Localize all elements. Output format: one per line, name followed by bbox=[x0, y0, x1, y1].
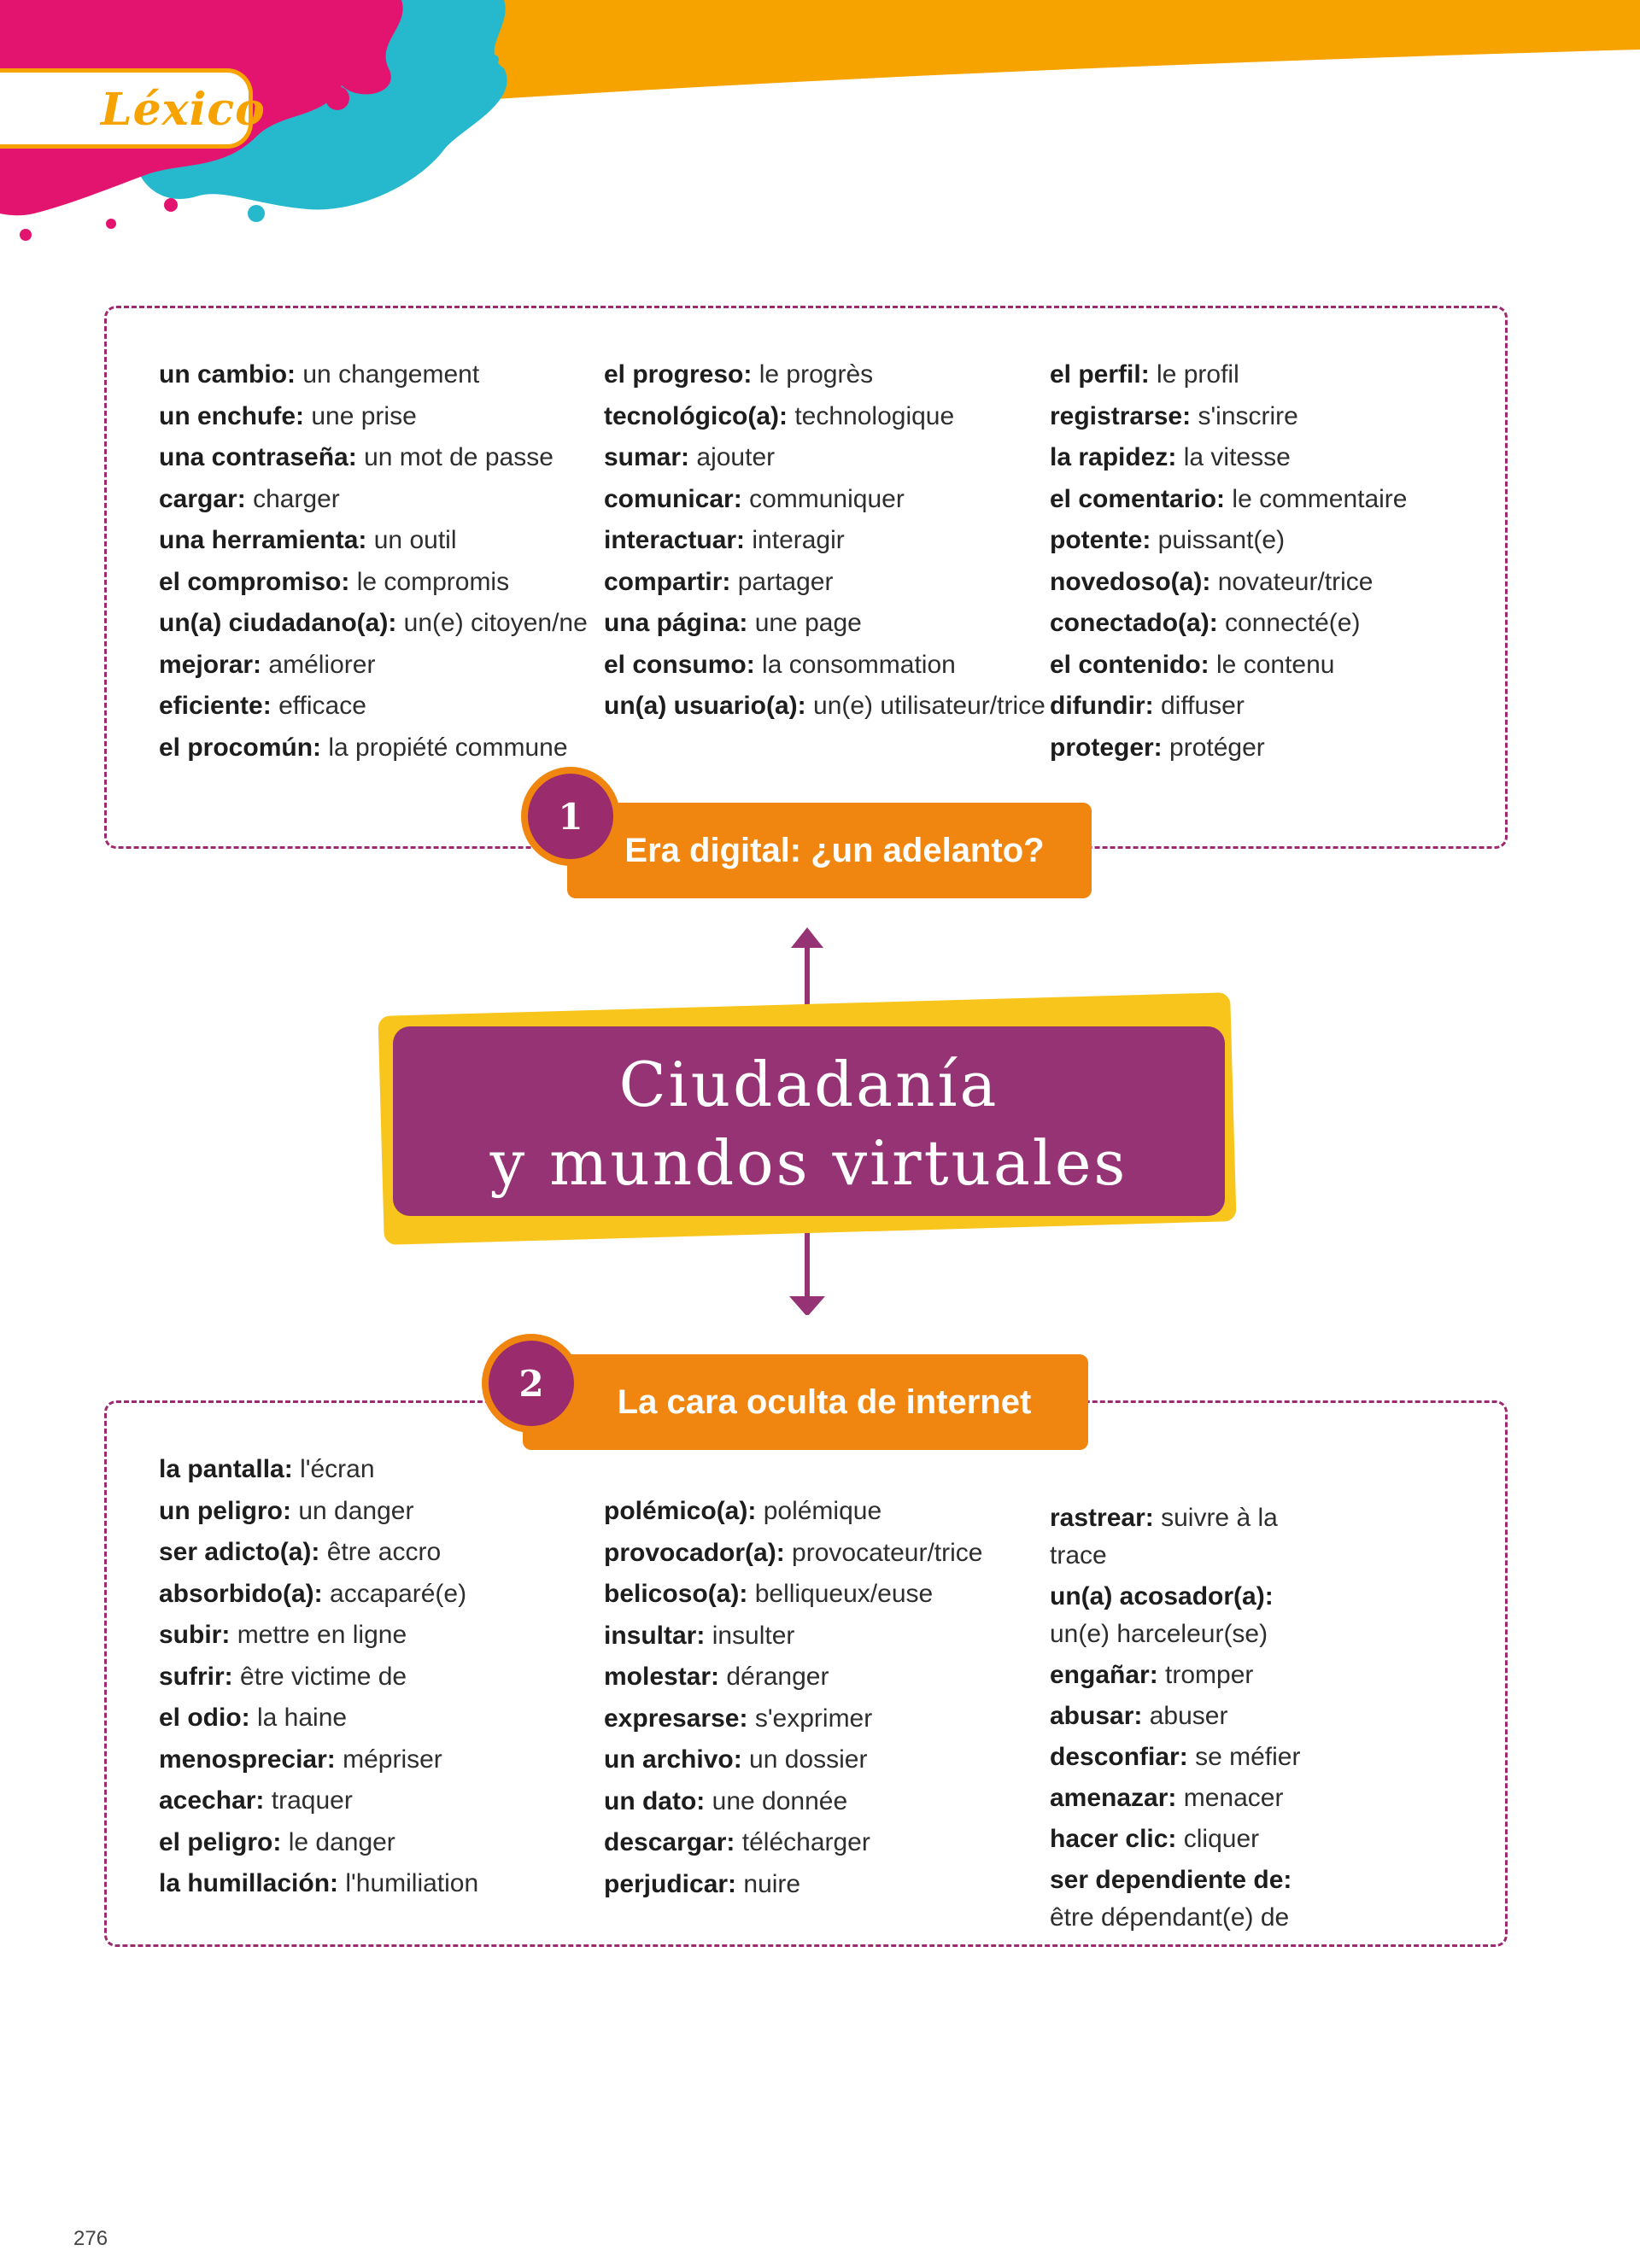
vocab-term: absorbido(a): bbox=[159, 1579, 323, 1608]
arrow-up-icon bbox=[791, 927, 823, 948]
vocab-translation: un dossier bbox=[749, 1745, 868, 1774]
vocab-entry bbox=[159, 520, 588, 562]
vocab-translation: la haine bbox=[257, 1704, 348, 1732]
vocab-entry bbox=[604, 354, 1046, 396]
vocab-translation: diffuser bbox=[1160, 692, 1245, 720]
vocab-translation: s'exprimer bbox=[754, 1704, 873, 1733]
vocab-entry bbox=[159, 645, 588, 687]
vocab-column bbox=[604, 354, 1046, 728]
vocab-translation: une donnée bbox=[712, 1786, 848, 1815]
vocab-translation: insulter bbox=[712, 1621, 795, 1650]
vocab-translation: interagir bbox=[752, 526, 845, 554]
vocab-term: el odio: bbox=[159, 1704, 250, 1732]
vocab-entry bbox=[604, 686, 1046, 728]
vocab-translation: se méfier bbox=[1195, 1743, 1301, 1771]
vocab-translation: abuser bbox=[1149, 1702, 1228, 1730]
vocab-term: provocador(a): bbox=[604, 1538, 785, 1567]
section-1-title-text: Era digital: ¿un adelanto? bbox=[624, 831, 1045, 869]
vocab-term: desconfiar: bbox=[1050, 1743, 1188, 1771]
vocab-translation: une prise bbox=[311, 401, 417, 430]
vocab-entry bbox=[1050, 603, 1407, 645]
vocab-translation: être victime de bbox=[240, 1662, 407, 1691]
vocab-term: el compromiso: bbox=[159, 567, 350, 596]
center-title bbox=[393, 1045, 1225, 1202]
vocab-term: menospreciar: bbox=[159, 1745, 336, 1774]
vocab-translation: accaparé(e) bbox=[330, 1579, 467, 1608]
vocab-entry bbox=[159, 1574, 478, 1616]
vocab-translation: être dépendant(e) de bbox=[1050, 1903, 1290, 1932]
vocab-entry bbox=[604, 1657, 982, 1698]
section-2-title-text: La cara oculta de internet bbox=[617, 1382, 1032, 1421]
vocab-term: el comentario: bbox=[1050, 484, 1226, 513]
vocab-entry bbox=[159, 479, 588, 521]
vocab-translation: mettre en ligne bbox=[237, 1621, 407, 1649]
vocab-translation: tromper bbox=[1165, 1661, 1254, 1689]
vocab-term: el perfil: bbox=[1050, 360, 1150, 389]
vocab-entry bbox=[604, 562, 1046, 604]
vocab-term: mejorar: bbox=[159, 650, 262, 679]
vocab-entry bbox=[159, 1532, 478, 1574]
vocab-term: belicoso(a): bbox=[604, 1580, 748, 1608]
vocab-translation: être accro bbox=[326, 1538, 442, 1566]
vocab-entry bbox=[604, 1822, 982, 1864]
vocab-term: el procomún: bbox=[159, 733, 322, 762]
vocab-entry bbox=[1050, 1698, 1340, 1735]
vocab-term: engañar: bbox=[1050, 1661, 1158, 1689]
vocab-translation: le contenu bbox=[1216, 650, 1335, 679]
vocab-term: descargar: bbox=[604, 1828, 735, 1856]
vocab-term: un enchufe: bbox=[159, 401, 304, 430]
vocab-translation: protéger bbox=[1169, 733, 1265, 762]
vocab-translation: traquer bbox=[271, 1786, 353, 1815]
vocab-translation: cliquer bbox=[1183, 1825, 1260, 1853]
vocab-entry bbox=[1050, 396, 1407, 438]
arrow-down-icon bbox=[789, 1296, 825, 1315]
vocab-term: abusar: bbox=[1050, 1702, 1143, 1730]
vocab-term: tecnológico(a): bbox=[604, 401, 788, 430]
vocab-translation: un outil bbox=[373, 526, 457, 554]
vocab-entry bbox=[159, 562, 588, 604]
vocab-term: un cambio: bbox=[159, 360, 296, 389]
vocab-entry bbox=[1050, 1499, 1340, 1575]
vocab-term: eficiente: bbox=[159, 692, 272, 720]
vocab-translation: s'inscrire bbox=[1198, 401, 1298, 430]
vocab-translation: efficace bbox=[278, 692, 366, 720]
page-number: 276 bbox=[73, 2227, 108, 2250]
vocab-entry bbox=[604, 1616, 982, 1657]
vocab-translation: l'humiliation bbox=[345, 1869, 479, 1897]
vocab-term: subir: bbox=[159, 1621, 231, 1649]
center-title-line-1: Ciudadanía bbox=[618, 1049, 999, 1120]
vocab-term: una herramienta: bbox=[159, 526, 367, 554]
vocab-term: registrarse: bbox=[1050, 401, 1192, 430]
vocab-term: una contraseña: bbox=[159, 443, 357, 471]
vocab-entry bbox=[604, 520, 1046, 562]
vocab-entry bbox=[1050, 1578, 1340, 1653]
vocab-term: ser adicto(a): bbox=[159, 1538, 320, 1566]
vocab-translation: connecté(e) bbox=[1225, 609, 1361, 637]
vocab-translation: polémique bbox=[763, 1497, 882, 1525]
vocab-term: novedoso(a): bbox=[1050, 567, 1211, 596]
vocab-entry bbox=[604, 1864, 982, 1906]
vocab-entry bbox=[159, 1863, 478, 1905]
vocab-translation: déranger bbox=[726, 1663, 829, 1691]
vocab-entry bbox=[604, 396, 1046, 438]
vocab-translation: le compromis bbox=[356, 567, 510, 596]
section-1-title bbox=[567, 803, 1092, 898]
vocab-term: un peligro: bbox=[159, 1496, 291, 1525]
vocab-entry bbox=[1050, 520, 1407, 562]
vocab-translation: la propiété commune bbox=[328, 733, 568, 762]
vocab-entry bbox=[159, 1449, 478, 1491]
vocab-term: el progreso: bbox=[604, 360, 753, 389]
vocab-column bbox=[1050, 354, 1407, 769]
vocab-column bbox=[604, 1491, 982, 1905]
vocab-term: amenazar: bbox=[1050, 1784, 1177, 1812]
vocab-entry bbox=[159, 1657, 478, 1698]
vocab-entry bbox=[159, 1822, 478, 1864]
vocab-translation: l'écran bbox=[300, 1455, 375, 1483]
vocab-column bbox=[159, 1449, 478, 1905]
vocab-term: sufrir: bbox=[159, 1662, 233, 1691]
section-2-title bbox=[523, 1354, 1088, 1450]
vocab-term: rastrear: bbox=[1050, 1504, 1154, 1532]
vocab-term: la rapidez: bbox=[1050, 443, 1177, 471]
vocab-term: un(a) ciudadano(a): bbox=[159, 609, 397, 637]
vocab-term: una página: bbox=[604, 609, 748, 637]
vocab-translation: belliqueux/euse bbox=[754, 1580, 934, 1608]
vocab-translation: un(e) citoyen/ne bbox=[403, 609, 588, 637]
vocab-translation: améliorer bbox=[268, 650, 376, 679]
vocab-term: el contenido: bbox=[1050, 650, 1210, 679]
vocab-entry bbox=[159, 1491, 478, 1533]
vocab-term: ser dependiente de: bbox=[1050, 1866, 1292, 1894]
vocab-translation: charger bbox=[253, 484, 340, 513]
vocab-term: polémico(a): bbox=[604, 1497, 757, 1525]
vocab-term: el peligro: bbox=[159, 1827, 282, 1856]
vocab-entry bbox=[1050, 1739, 1340, 1776]
vocab-translation: télécharger bbox=[741, 1828, 870, 1856]
vocab-translation: la consommation bbox=[762, 650, 956, 679]
vocab-entry bbox=[159, 396, 588, 438]
vocab-entry bbox=[159, 437, 588, 479]
vocab-translation: nuire bbox=[743, 1869, 801, 1898]
center-title-line-2: y mundos virtuales bbox=[489, 1127, 1128, 1199]
vocab-entry bbox=[1050, 562, 1407, 604]
vocab-entry bbox=[604, 1698, 982, 1740]
vocab-entry bbox=[604, 1574, 982, 1616]
vocab-term: difundir: bbox=[1050, 692, 1154, 720]
vocab-entry bbox=[159, 603, 588, 645]
vocab-entry bbox=[159, 1615, 478, 1657]
vocab-translation: novateur/trice bbox=[1217, 567, 1374, 596]
vocab-term: cargar: bbox=[159, 484, 246, 513]
vocab-entry bbox=[1050, 686, 1407, 728]
vocab-entry bbox=[159, 728, 588, 769]
section-2-number: 2 bbox=[489, 1341, 574, 1426]
vocab-entry bbox=[1050, 1780, 1340, 1817]
vocab-term: molestar: bbox=[604, 1663, 720, 1691]
vocab-entry bbox=[604, 645, 1046, 687]
vocab-translation: un changement bbox=[302, 360, 480, 389]
vocab-entry bbox=[159, 1698, 478, 1739]
vocab-translation: un mot de passe bbox=[364, 443, 554, 471]
vocab-column bbox=[1050, 1499, 1340, 1940]
vocab-translation: technologique bbox=[794, 401, 955, 430]
vocab-term: un(a) acosador(a): bbox=[1050, 1582, 1274, 1610]
vocab-entry bbox=[1050, 1657, 1340, 1694]
vocab-translation: provocateur/trice bbox=[792, 1538, 983, 1567]
vocab-term: compartir: bbox=[604, 567, 731, 596]
vocab-term: conectado(a): bbox=[1050, 609, 1218, 637]
vocab-entry bbox=[159, 354, 588, 396]
vocab-term: insultar: bbox=[604, 1621, 706, 1650]
vocab-term: un dato: bbox=[604, 1786, 706, 1815]
vocab-entry bbox=[159, 1780, 478, 1822]
vocab-term: proteger: bbox=[1050, 733, 1163, 762]
vocab-term: la humillación: bbox=[159, 1869, 339, 1897]
vocab-translation: le commentaire bbox=[1232, 484, 1408, 513]
vocab-translation: puissant(e) bbox=[1157, 526, 1286, 554]
section-1-number: 1 bbox=[528, 774, 613, 859]
vocab-entry bbox=[1050, 479, 1407, 521]
vocab-translation: le progrès bbox=[758, 360, 874, 389]
vocab-entry bbox=[604, 1533, 982, 1575]
vocab-translation: la vitesse bbox=[1183, 443, 1291, 471]
vocab-term: el consumo: bbox=[604, 650, 755, 679]
vocab-term: interactuar: bbox=[604, 526, 746, 554]
vocab-term: comunicar: bbox=[604, 484, 742, 513]
vocab-translation: suivre à la trace bbox=[1050, 1504, 1278, 1569]
vocab-translation: partager bbox=[737, 567, 834, 596]
vocab-translation: ajouter bbox=[696, 443, 776, 471]
vocab-translation: communiquer bbox=[749, 484, 905, 513]
vocab-term: potente: bbox=[1050, 526, 1151, 554]
vocab-entry bbox=[159, 686, 588, 728]
vocab-entry bbox=[604, 603, 1046, 645]
vocab-column bbox=[159, 354, 588, 769]
vocab-term: perjudicar: bbox=[604, 1869, 737, 1898]
vocab-translation: menacer bbox=[1183, 1784, 1284, 1812]
vocab-entry bbox=[604, 1491, 982, 1533]
vocab-entry bbox=[1050, 645, 1407, 687]
vocab-translation: le danger bbox=[288, 1827, 395, 1856]
vocab-term: un archivo: bbox=[604, 1745, 742, 1774]
vocab-term: la pantalla: bbox=[159, 1455, 293, 1483]
vocab-translation: le profil bbox=[1157, 360, 1239, 389]
vocab-entry bbox=[604, 437, 1046, 479]
vocab-term: un(a) usuario(a): bbox=[604, 692, 806, 720]
vocab-term: sumar: bbox=[604, 443, 690, 471]
vocab-entry bbox=[604, 479, 1046, 521]
vocab-entry bbox=[604, 1781, 982, 1823]
vocab-term: expresarse: bbox=[604, 1704, 748, 1733]
vocab-entry bbox=[1050, 437, 1407, 479]
vocab-translation: un(e) harceleur(se) bbox=[1050, 1620, 1268, 1648]
vocab-term: hacer clic: bbox=[1050, 1825, 1177, 1853]
vocab-translation: mépriser bbox=[343, 1745, 442, 1774]
vocab-entry bbox=[1050, 728, 1407, 769]
vocab-translation: un(e) utilisateur/trice bbox=[813, 692, 1046, 720]
vocab-translation: une page bbox=[754, 609, 862, 637]
vocab-entry bbox=[159, 1739, 478, 1781]
vocab-term: acechar: bbox=[159, 1786, 265, 1815]
vocab-entry bbox=[1050, 1862, 1340, 1937]
vocab-translation: un danger bbox=[298, 1496, 414, 1525]
vocab-entry bbox=[1050, 1821, 1340, 1858]
section-label: Léxico bbox=[101, 84, 266, 136]
vocab-entry bbox=[604, 1739, 982, 1781]
vocab-entry bbox=[1050, 354, 1407, 396]
